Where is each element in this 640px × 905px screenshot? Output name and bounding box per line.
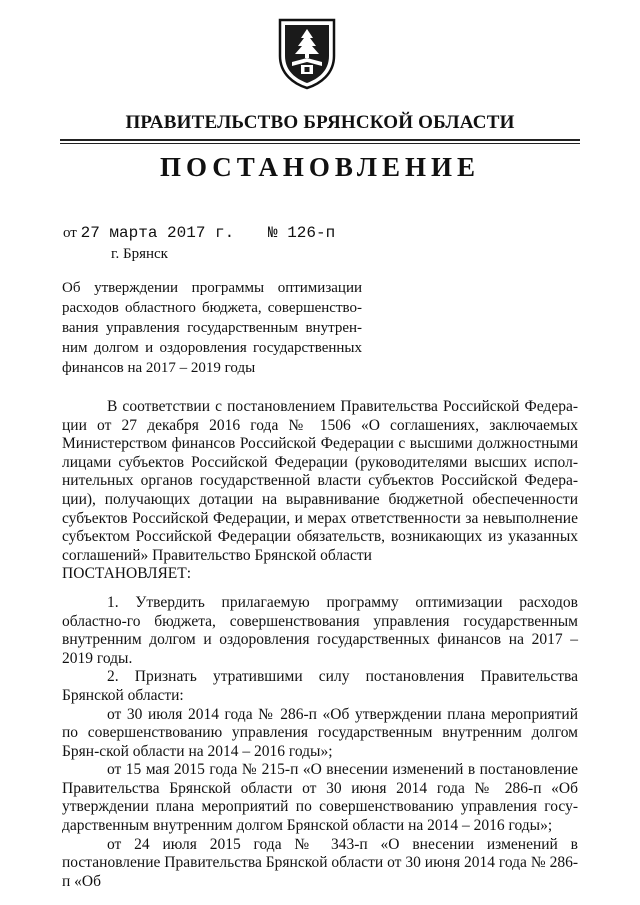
item-1-paragraph: 1. Утвердить прилагаемую программу оптимизации расходов областно-го бюджета, совершенствования управления государственным внутренним долгом и оздоровления государственных финансов на 2017 – 2019 годы. [62, 593, 578, 667]
decree-word: ПОСТАНОВЛЯЕТ: [62, 565, 192, 583]
document-type-title: ПОСТАНОВЛЕНИЕ [159, 152, 481, 182]
organization-name: ПРАВИТЕЛЬСТВО БРЯНСКОЙ ОБЛАСТИ [125, 112, 515, 133]
document-city: г. Брянск [111, 246, 168, 262]
item-2-paragraph: 2. Признать утратившими силу постановления Правительства Брянской области: [62, 668, 578, 704]
document-body [62, 398, 578, 891]
document-number: № 126-п [267, 224, 336, 242]
document-date: 27 марта 2017 г. [80, 224, 235, 242]
preamble-paragraph: В соответствии с постановлением Правительства Российской Федера-ции от 27 декабря 2016 года № 1506 «О соглашениях, заключаемых Министерством финансов Российской Федерации с высшими должностными лицами субъектов Российской Федерации (руководителями высших испол-нительных органов государственной власти субъектов Российской Федера-ции), получающих дотации на выравнивание бюджетной обеспеченности субъектов Российской Федерации, и мерах ответственности за невыполнение субъектом Российской Федерации обязательств, возникающих из указанных соглашений» Правительство Брянской области [62, 398, 578, 564]
coat-of-arms-icon [276, 16, 338, 90]
date-prefix: от [63, 225, 77, 241]
document-date-line [63, 224, 335, 242]
header-divider-thick [60, 139, 580, 141]
item-2-sub-a: от 30 июля 2014 года № 286-п «Об утверждении плана мероприятий по совершенствованию управления государственным внутренним долгом Брян-ской области на 2014 – 2016 годы»; [62, 705, 578, 760]
item-2-sub-b: от 15 мая 2015 года № 215-п «О внесении изменений в постановление Правительства Брянской области от 30 июня 2014 года № 286-п «Об утверждении плана мероприятий по совершенствованию управления госу-дарственным внутренним долгом Брянской области на 2014 – 2016 годы»; [62, 761, 578, 835]
header-divider-thin [60, 143, 580, 144]
item-2-sub-c: от 24 июля 2015 года № 343-п «О внесении изменений в постановление Правительства Брянской области от 30 июня 2014 года № 286-п «Об [62, 835, 578, 890]
document-subject: Об утверждении программы оптимизации расходов областного бюджета, совершенство-вания управления государственным внутрен-ним долгом и оздоровления государственных финансов на 2017 – 2019 годы [62, 280, 362, 376]
